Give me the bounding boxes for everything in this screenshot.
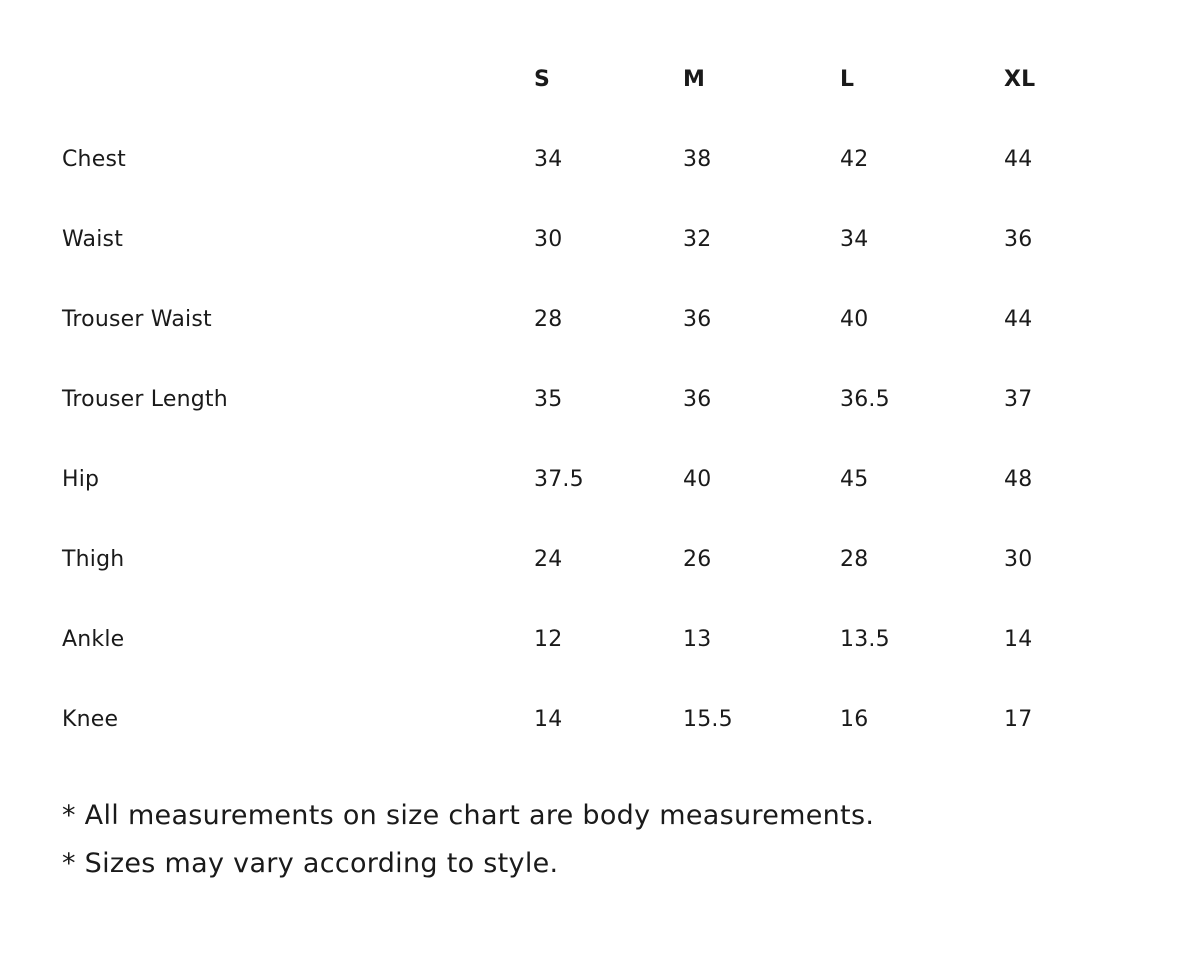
value-m: 36 — [683, 307, 712, 332]
row-label: Ankle — [62, 627, 125, 652]
value-s: 28 — [534, 307, 563, 332]
size-header-l: L — [840, 67, 855, 92]
value-xl: 17 — [1004, 707, 1033, 732]
value-xl: 44 — [1004, 147, 1033, 172]
size-header-s: S — [534, 67, 551, 92]
value-l: 34 — [840, 227, 869, 252]
table-row-thigh — [0, 540, 1182, 580]
value-xl: 36 — [1004, 227, 1033, 252]
value-xl: 30 — [1004, 547, 1033, 572]
note-sizes-vary: * Sizes may vary according to style. — [62, 848, 559, 879]
row-label: Trouser Waist — [62, 307, 212, 332]
size-header-m: M — [683, 67, 706, 92]
value-xl: 37 — [1004, 387, 1033, 412]
table-row-ankle — [0, 620, 1182, 660]
value-l: 13.5 — [840, 627, 890, 652]
value-s: 14 — [534, 707, 563, 732]
size-header-row — [0, 60, 1182, 100]
value-m: 38 — [683, 147, 712, 172]
table-row-trouser-waist — [0, 300, 1182, 340]
value-s: 24 — [534, 547, 563, 572]
value-s: 12 — [534, 627, 563, 652]
row-label: Chest — [62, 147, 126, 172]
table-row-waist — [0, 220, 1182, 260]
table-row-knee — [0, 700, 1182, 740]
value-s: 30 — [534, 227, 563, 252]
row-label: Hip — [62, 467, 100, 492]
row-label: Knee — [62, 707, 119, 732]
value-l: 36.5 — [840, 387, 890, 412]
value-m: 36 — [683, 387, 712, 412]
value-xl: 14 — [1004, 627, 1033, 652]
value-l: 40 — [840, 307, 869, 332]
row-label: Trouser Length — [62, 387, 228, 412]
value-l: 28 — [840, 547, 869, 572]
value-s: 37.5 — [534, 467, 584, 492]
row-label: Thigh — [62, 547, 125, 572]
value-m: 26 — [683, 547, 712, 572]
table-row-trouser-length — [0, 380, 1182, 420]
table-row-hip — [0, 460, 1182, 500]
value-m: 15.5 — [683, 707, 733, 732]
value-m: 40 — [683, 467, 712, 492]
value-m: 32 — [683, 227, 712, 252]
value-xl: 48 — [1004, 467, 1033, 492]
row-label: Waist — [62, 227, 124, 252]
table-row-chest — [0, 140, 1182, 180]
value-xl: 44 — [1004, 307, 1033, 332]
note-body-measurements: * All measurements on size chart are body measurements. — [62, 800, 875, 831]
size-chart-notes — [62, 792, 1062, 888]
value-l: 16 — [840, 707, 869, 732]
value-l: 45 — [840, 467, 869, 492]
value-l: 42 — [840, 147, 869, 172]
value-s: 34 — [534, 147, 563, 172]
value-m: 13 — [683, 627, 712, 652]
value-s: 35 — [534, 387, 563, 412]
size-header-xl: XL — [1004, 67, 1036, 92]
